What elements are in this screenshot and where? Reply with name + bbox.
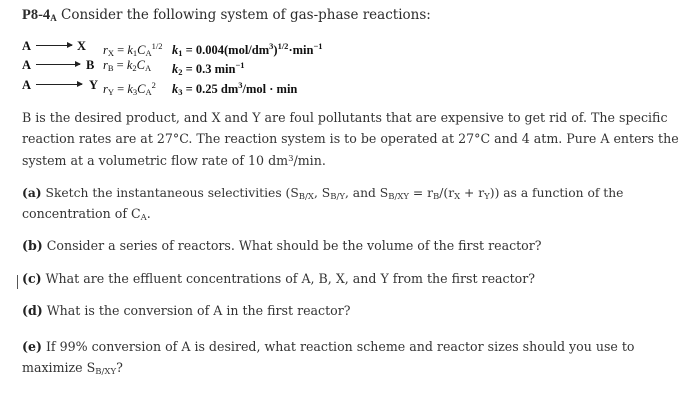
reaction-1 [22, 38, 323, 58]
reaction-3-rate-law: $r_Y = k_3C_A^2$ [103, 80, 156, 97]
reaction-3-reactant: A [22, 78, 32, 92]
reaction-2-arrow [36, 64, 80, 65]
description-line-1: B is the desired product, and X and Y are foul pollutants that are expensive to get rid of. The specific [22, 110, 668, 125]
description-line-3: system at a volumetric flow rate of 10 $dm^3/\min$. [22, 153, 326, 168]
reaction-1-arrow [36, 45, 72, 46]
question-a: (a) Sketch the instantaneous selectivities ($S_{B/X}$, $S_{B/Y}$, and $S_{B/XY} = r_B/(r_X + r_Y)$) as a function of the [22, 185, 624, 202]
question-e-line-2: maximize $S_{B/XY}$? [22, 360, 123, 377]
question-b: (b) Consider a series of reactors. What should be the volume of the first reactor? [22, 238, 542, 253]
problem-number: $P8-4_A$ [22, 7, 57, 23]
problem-heading [22, 6, 431, 27]
reaction-1-rate-law: $r_X = k_1C_A^{1/2}$ [103, 41, 163, 58]
text-cursor [17, 275, 18, 289]
reaction-3-rate-constant: $k_3 = 0.25$ $dm^3$/mol · min [172, 80, 298, 97]
question-d: (d) What is the conversion of A in the first reactor? [22, 303, 351, 318]
reaction-1-product: X [77, 39, 87, 53]
reaction-1-reactant: A [22, 39, 32, 53]
reaction-3-product: Y [89, 78, 99, 92]
reaction-3 [22, 77, 322, 97]
reaction-2-reactant: A [22, 58, 32, 72]
question-c: (c) What are the effluent concentrations of A, B, X, and Y from the first reactor? [22, 271, 536, 286]
description-line-2: reaction rates are at 27°C. The reaction system is to be operated at 27°C and 4 atm. Pure A enters the [22, 131, 679, 146]
reaction-2-rate-law: $r_B = k_2C_A$ [103, 58, 152, 73]
reaction-2-rate-constant: $k_2 = 0.3$ $\min^{-1}$ [172, 60, 245, 77]
reaction-3-arrow [36, 84, 82, 85]
reaction-2 [22, 57, 322, 77]
problem-intro: Consider the following system of gas-phase reactions: [60, 7, 431, 23]
reaction-1-rate-constant: $k_1 = 0.004(mol/dm^3)^{1/2}\cdot\min^{-1}$ [172, 41, 323, 58]
question-a-line-2: concentration of $C_A$. [22, 206, 151, 223]
reaction-2-product: B [86, 58, 95, 72]
question-e: (e) If 99% conversion of A is desired, what reaction scheme and reactor sizes should you use to [22, 339, 635, 354]
